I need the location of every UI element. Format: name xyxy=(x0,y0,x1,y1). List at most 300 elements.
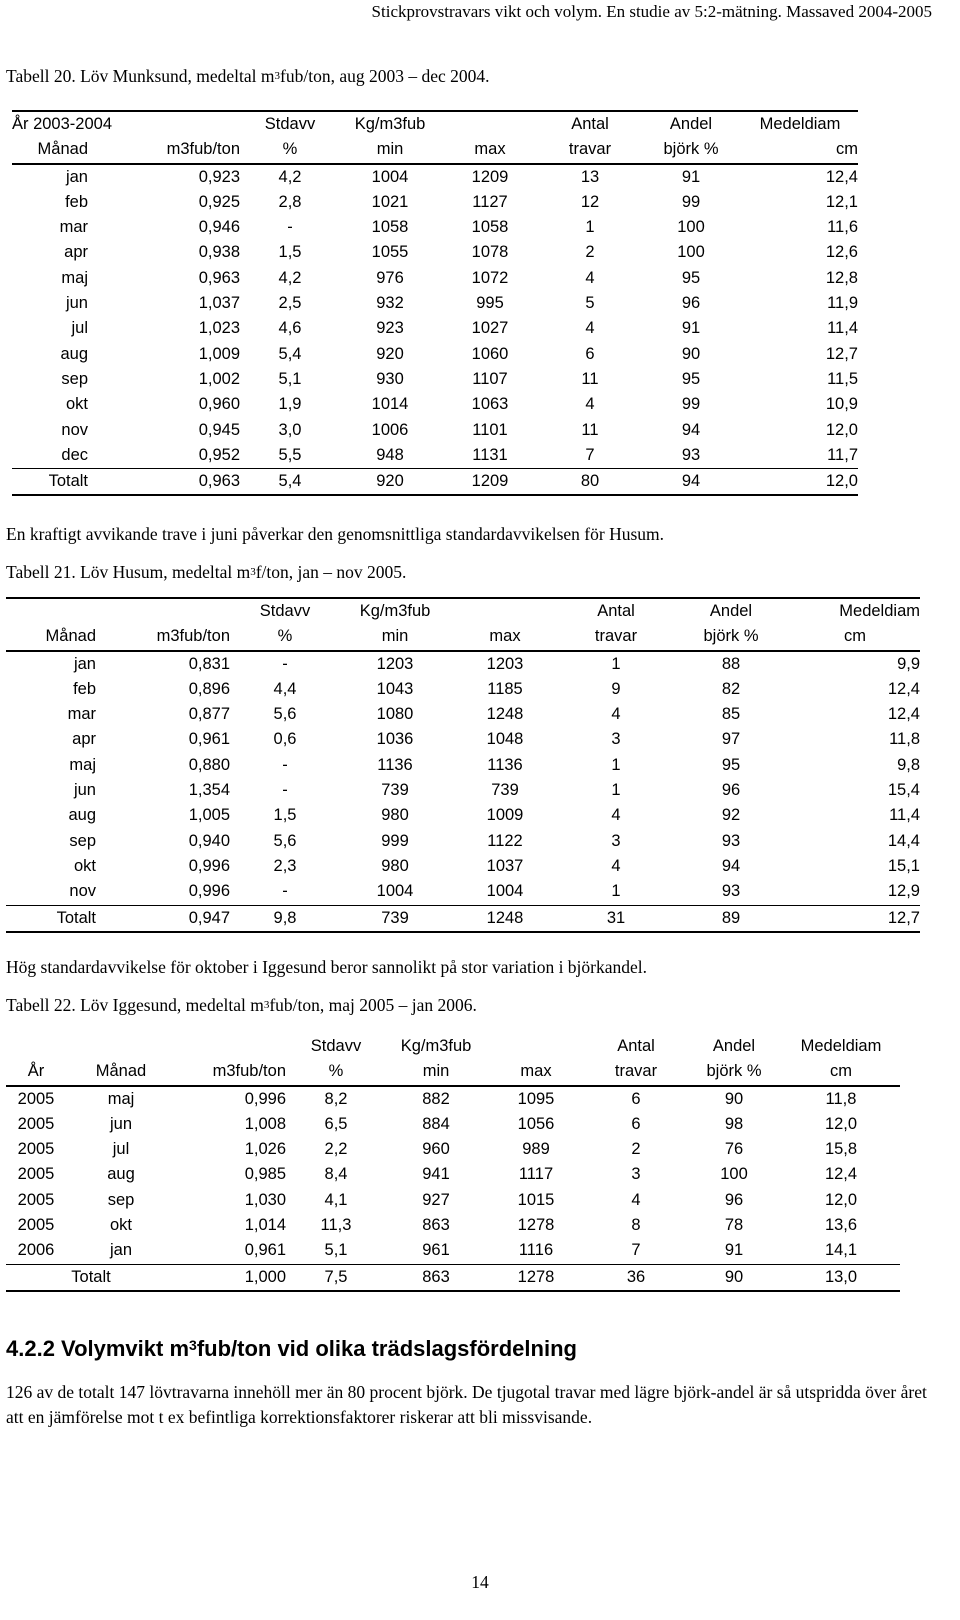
table-cell: 1095 xyxy=(517,1089,555,1108)
header-cell: % xyxy=(240,137,340,163)
table-row xyxy=(12,164,858,190)
table-cell: 11,6 xyxy=(827,218,858,237)
header-cell: Antal xyxy=(540,111,640,137)
total-cell: 0,947 xyxy=(96,905,230,932)
table-cell: 0,877 xyxy=(188,705,230,724)
header-cell: cm xyxy=(790,624,920,650)
header-cell: Andel xyxy=(640,111,742,137)
table-cell: 2,2 xyxy=(324,1140,348,1159)
table-cell: 6 xyxy=(585,344,595,363)
table-cell: 980 xyxy=(381,856,409,875)
table-cell: - xyxy=(282,882,288,901)
total-cell: Totalt xyxy=(12,469,88,496)
table-cell: 4 xyxy=(585,268,595,287)
table-cell: 12,8 xyxy=(825,268,858,287)
header-cell: travar xyxy=(586,1059,686,1085)
table-cell: 1 xyxy=(611,781,621,800)
table-cell: 3 xyxy=(631,1165,641,1184)
table-cell: 1063 xyxy=(471,395,509,414)
table-cell: 0,961 xyxy=(188,730,230,749)
table-cell: 97 xyxy=(721,730,741,749)
table-cell: 0,961 xyxy=(244,1241,286,1260)
table-row xyxy=(12,418,858,443)
table-cell: apr xyxy=(64,243,88,262)
table-cell: 1006 xyxy=(371,420,409,439)
table-cell: 1004 xyxy=(486,882,524,901)
table-row xyxy=(12,215,858,240)
table-row xyxy=(12,291,858,316)
table-cell: 1,005 xyxy=(188,806,230,825)
note-iggesund: Hög standardavvikelse för oktober i Iggesund beror sannolikt på stor variation i björkandel. xyxy=(6,957,648,977)
table-total-row xyxy=(6,1264,900,1291)
running-header: Stickprovstravars vikt och volym. En studie av 5:2-mätning. Massaved 2004-2005 xyxy=(371,2,932,21)
section-heading xyxy=(6,1336,577,1362)
header-cell xyxy=(176,1034,286,1059)
table-cell: 1,026 xyxy=(244,1140,286,1159)
table-cell: 8,4 xyxy=(324,1165,348,1184)
table-cell: 1014 xyxy=(371,395,409,414)
table-cell: 0,880 xyxy=(188,755,230,774)
table-cell: aug xyxy=(68,806,96,825)
total-cell: 94 xyxy=(640,469,742,496)
table-cell: - xyxy=(287,218,293,237)
caption-text: fub/ton, aug 2003 – dec 2004. xyxy=(280,66,490,86)
table-row xyxy=(6,1112,900,1137)
table-cell: 995 xyxy=(476,294,504,313)
table-cell: 1,354 xyxy=(188,781,230,800)
total-cell: Totalt xyxy=(6,905,96,932)
table-cell: 1136 xyxy=(487,755,523,774)
table-cell: 8 xyxy=(631,1216,641,1235)
table-cell: 11 xyxy=(581,369,599,388)
table-header-row xyxy=(6,624,920,650)
table-cell: feb xyxy=(65,192,88,211)
table-row xyxy=(12,443,858,469)
header-cell xyxy=(96,598,230,624)
header-cell xyxy=(6,598,96,624)
table-cell: 5,4 xyxy=(278,344,302,363)
table-cell: 0,940 xyxy=(188,831,230,850)
table-cell: sep xyxy=(107,1190,135,1209)
table-cell: 99 xyxy=(681,192,701,211)
total-cell: 89 xyxy=(672,905,790,932)
table-cell: 2005 xyxy=(17,1165,55,1184)
table-cell: 95 xyxy=(721,755,741,774)
table-cell: 91 xyxy=(681,167,701,186)
header-cell: Kg/m3fub xyxy=(340,598,450,624)
table-cell: 1136 xyxy=(377,755,413,774)
table-header-row xyxy=(12,111,858,137)
header-cell: Medeldiam xyxy=(742,111,858,137)
table-row xyxy=(6,727,920,752)
table-cell: 1009 xyxy=(486,806,524,825)
table-cell: 12,4 xyxy=(825,167,858,186)
table-cell: 1203 xyxy=(376,654,414,673)
table-total-row xyxy=(6,905,920,932)
table-cell: 10,9 xyxy=(825,395,858,414)
table20-caption xyxy=(6,66,490,87)
table-cell: 980 xyxy=(381,806,409,825)
total-cell: 863 xyxy=(386,1264,486,1291)
table-cell: jan xyxy=(65,167,88,186)
total-cell: 90 xyxy=(686,1264,782,1291)
table-cell: 1131 xyxy=(472,445,508,464)
table-cell: 5,1 xyxy=(278,369,302,388)
table-cell: 100 xyxy=(677,218,705,237)
table-cell: 1055 xyxy=(371,243,409,262)
table-cell: 11,9 xyxy=(827,294,858,313)
table-cell: 12,6 xyxy=(825,243,858,262)
table-cell: 1,008 xyxy=(244,1114,286,1133)
table-cell: 95 xyxy=(681,369,701,388)
table-cell: 93 xyxy=(681,445,701,464)
table-cell: 9,8 xyxy=(897,755,920,774)
table-cell: 1 xyxy=(611,882,621,901)
total-cell: 0,963 xyxy=(88,469,240,496)
table-cell: 1058 xyxy=(471,218,509,237)
table-cell: 11,5 xyxy=(827,369,858,388)
table-cell: 1060 xyxy=(471,344,509,363)
table-row xyxy=(12,190,858,215)
table-cell: 6,5 xyxy=(324,1114,348,1133)
table-cell: 90 xyxy=(681,344,701,363)
table-cell: 1209 xyxy=(471,167,509,186)
table-cell: 11,4 xyxy=(827,319,858,338)
total-cell: 1278 xyxy=(486,1264,586,1291)
table-cell: 930 xyxy=(376,369,404,388)
table-cell: sep xyxy=(61,369,88,388)
header-cell: Stdavv xyxy=(310,1037,362,1055)
table-cell: 4,4 xyxy=(273,679,297,698)
table-cell: 884 xyxy=(422,1114,450,1133)
table-cell: 93 xyxy=(721,882,741,901)
table-cell: 14,4 xyxy=(887,831,920,850)
table-cell: 8,2 xyxy=(324,1089,348,1108)
header-cell: travar xyxy=(540,137,640,163)
table-header-row xyxy=(6,1059,900,1085)
table-cell: 12,0 xyxy=(824,1114,858,1133)
table21-caption xyxy=(6,562,406,583)
header-cell xyxy=(440,111,540,137)
table-cell: 1203 xyxy=(486,654,524,673)
total-cell: 7,5 xyxy=(286,1264,386,1291)
table-cell: 1072 xyxy=(471,268,509,287)
table-cell: 1,002 xyxy=(198,369,240,388)
caption-text: Tabell 21. Löv Husum, medeltal m xyxy=(6,562,251,582)
table-cell: 960 xyxy=(422,1140,450,1159)
table-row xyxy=(6,854,920,879)
header-cell: m3fub/ton xyxy=(96,624,230,650)
table-cell: 0,925 xyxy=(198,192,240,211)
table-cell: 961 xyxy=(422,1241,450,1260)
table-cell: 7 xyxy=(585,445,595,464)
table-row xyxy=(6,702,920,727)
header-cell: Stdavv xyxy=(230,598,340,624)
header-cell xyxy=(6,1034,66,1059)
table-cell: 4 xyxy=(611,856,621,875)
table-cell: 11,8 xyxy=(889,730,920,749)
table-cell: 923 xyxy=(376,319,404,338)
table-cell: 15,4 xyxy=(887,781,920,800)
table-row xyxy=(6,1238,900,1264)
table-cell: 78 xyxy=(724,1216,744,1235)
total-cell: 920 xyxy=(340,469,440,496)
table-cell: 1,030 xyxy=(244,1190,286,1209)
table-cell: jun xyxy=(109,1114,133,1133)
caption-text: fub/ton, maj 2005 – jan 2006. xyxy=(269,995,477,1015)
table-cell: 13 xyxy=(580,167,600,186)
table-cell: 100 xyxy=(677,243,705,262)
header-cell xyxy=(450,598,560,624)
table-cell: 941 xyxy=(422,1165,450,1184)
total-cell: 12,0 xyxy=(742,469,858,496)
table-cell: 14,1 xyxy=(824,1241,858,1260)
table-row xyxy=(6,1137,900,1162)
table20 xyxy=(12,110,858,496)
table-cell: 4 xyxy=(585,395,595,414)
header-cell: % xyxy=(230,624,340,650)
table-cell: 999 xyxy=(381,831,409,850)
caption-text: Tabell 22. Löv Iggesund, medeltal m xyxy=(6,995,264,1015)
table-row xyxy=(12,392,858,417)
table-cell: 739 xyxy=(381,781,409,800)
table-row xyxy=(6,1086,900,1112)
table-cell: 0,996 xyxy=(188,882,230,901)
table-cell: 9 xyxy=(611,679,621,698)
table-header-row xyxy=(12,137,858,163)
table-row xyxy=(6,753,920,778)
table-cell: jul xyxy=(112,1140,130,1159)
table-cell: 1,009 xyxy=(198,344,240,363)
table-cell: aug xyxy=(60,344,88,363)
table-cell: - xyxy=(282,755,288,774)
table-cell: jun xyxy=(65,294,88,313)
table-cell: 12,4 xyxy=(887,679,920,698)
header-cell: min xyxy=(340,137,440,163)
table-cell: 11 xyxy=(581,420,599,439)
table-cell: 12,4 xyxy=(887,705,920,724)
caption-superscript: 3 xyxy=(263,999,270,1011)
heading-text: fub/ton vid olika trädslagsfördelning xyxy=(196,1336,577,1361)
table-row xyxy=(6,1188,900,1213)
table-cell: 11,8 xyxy=(825,1089,857,1108)
table-cell: 100 xyxy=(720,1165,748,1184)
table-cell: 1117 xyxy=(518,1165,554,1184)
table-cell: 2 xyxy=(631,1140,641,1159)
table-cell: 2005 xyxy=(17,1216,55,1235)
table-cell: 11,4 xyxy=(889,806,920,825)
header-cell: Månad xyxy=(6,624,96,650)
table-cell: 98 xyxy=(724,1114,744,1133)
header-cell: m3fub/ton xyxy=(88,137,240,163)
table-cell: mar xyxy=(59,218,88,237)
header-cell: Medeldiam xyxy=(800,1037,882,1055)
table-row xyxy=(12,266,858,291)
table-cell: 3 xyxy=(611,831,621,850)
table-cell: 2 xyxy=(585,243,595,262)
table-cell: 1101 xyxy=(472,420,508,439)
table-cell: 92 xyxy=(721,806,741,825)
table-cell: 1080 xyxy=(376,705,414,724)
table-row xyxy=(6,829,920,854)
table-row xyxy=(6,1162,900,1187)
table-cell: 1,023 xyxy=(198,319,240,338)
table-cell: 1056 xyxy=(517,1114,555,1133)
table-cell: 4 xyxy=(611,806,621,825)
header-cell: Månad xyxy=(66,1059,176,1085)
table-cell: 4,1 xyxy=(324,1190,348,1209)
table-cell: 4 xyxy=(611,705,621,724)
table-cell: 5,1 xyxy=(324,1241,348,1260)
table-cell: 4,2 xyxy=(278,167,302,186)
table-cell: aug xyxy=(107,1165,135,1184)
table-header-row xyxy=(6,1034,900,1059)
table-cell: 2005 xyxy=(17,1190,55,1209)
table-cell: sep xyxy=(69,831,96,850)
header-cell: Stdavv xyxy=(240,111,340,137)
table-cell: 0,896 xyxy=(188,679,230,698)
table-cell: 11,7 xyxy=(827,445,858,464)
caption-superscript: 3 xyxy=(274,70,281,82)
table-cell: 1,014 xyxy=(244,1216,286,1235)
table-cell: 0,831 xyxy=(188,654,230,673)
header-cell: Andel xyxy=(672,598,790,624)
table-cell: 5,5 xyxy=(278,445,302,464)
table-cell: 882 xyxy=(422,1089,450,1108)
table-row xyxy=(12,342,858,367)
total-cell: 9,8 xyxy=(230,905,340,932)
table-cell: nov xyxy=(69,882,96,901)
table-cell: 0,960 xyxy=(198,395,240,414)
table-cell: 739 xyxy=(491,781,519,800)
table-cell: 0,996 xyxy=(244,1089,286,1108)
table-cell: dec xyxy=(61,445,88,464)
header-cell: cm xyxy=(782,1059,900,1085)
table-cell: 1,9 xyxy=(278,395,302,414)
table-cell: 91 xyxy=(681,319,701,338)
table-cell: 976 xyxy=(376,268,404,287)
header-cell: År xyxy=(6,1059,66,1085)
total-cell: Totalt xyxy=(6,1264,176,1291)
caption-superscript: 3 xyxy=(250,566,256,578)
table-cell: 948 xyxy=(376,445,404,464)
table-cell: 1004 xyxy=(371,167,409,186)
table-cell: 2005 xyxy=(17,1114,55,1133)
table-cell: 863 xyxy=(422,1216,450,1235)
heading-superscript: 3 xyxy=(189,1337,197,1353)
table-cell: 920 xyxy=(376,344,404,363)
table-cell: 1,037 xyxy=(198,294,240,313)
table-cell: 12,7 xyxy=(825,344,858,363)
header-cell: cm xyxy=(742,137,858,163)
table-cell: 1248 xyxy=(486,705,524,724)
header-cell: Medeldiam xyxy=(790,598,920,624)
table-row xyxy=(6,1213,900,1238)
table-cell: 4,2 xyxy=(278,268,302,287)
section-paragraph: 126 av de totalt 147 lövtravarna innehöll mer än 80 procent björk. De tjugotal travar med lägre björk-andel är så utspridda över året att en jämförelse mot t ex befintliga korrektionsfaktorer riskerar att bli missvisande. xyxy=(6,1382,927,1427)
table-cell: 1021 xyxy=(371,192,409,211)
caption-text: Tabell 20. Löv Munksund, medeltal m xyxy=(6,66,275,86)
table-cell: 4,6 xyxy=(278,319,302,338)
table22-caption xyxy=(6,995,477,1016)
table-cell: 1058 xyxy=(371,218,409,237)
table-cell: 7 xyxy=(631,1241,641,1260)
table-cell: 1,5 xyxy=(273,806,297,825)
header-cell: % xyxy=(286,1059,386,1085)
table-cell: mar xyxy=(67,705,96,724)
table-cell: 0,985 xyxy=(244,1165,286,1184)
table-total-row xyxy=(12,469,858,496)
table-cell: 88 xyxy=(721,654,741,673)
table-cell: nov xyxy=(61,420,88,439)
table-cell: 1048 xyxy=(486,730,524,749)
table-row xyxy=(12,240,858,265)
table-cell: 0,938 xyxy=(198,243,240,262)
table-cell: 2005 xyxy=(17,1140,55,1159)
table-cell: 1127 xyxy=(472,192,508,211)
table-cell: jul xyxy=(71,319,88,338)
header-cell: max xyxy=(440,137,540,163)
table-cell: 3 xyxy=(611,730,621,749)
table-cell: 12,4 xyxy=(824,1165,858,1184)
total-cell: 31 xyxy=(560,905,672,932)
table-cell: 1037 xyxy=(486,856,524,875)
table-cell: 2,3 xyxy=(273,856,297,875)
total-cell: 5,4 xyxy=(240,469,340,496)
table-cell: 90 xyxy=(724,1089,744,1108)
table-cell: 15,1 xyxy=(887,856,920,875)
table-cell: 1,5 xyxy=(278,243,302,262)
header-cell xyxy=(486,1034,586,1059)
table-cell: 0,945 xyxy=(198,420,240,439)
table-row xyxy=(6,651,920,677)
table-cell: 85 xyxy=(721,705,741,724)
table-row xyxy=(6,778,920,803)
table-cell: 96 xyxy=(724,1190,744,1209)
table-cell: 5,6 xyxy=(273,831,297,850)
table-cell: 1107 xyxy=(472,369,508,388)
table-cell: 94 xyxy=(721,856,741,875)
table-cell: 11,3 xyxy=(320,1216,352,1235)
table-cell: 5,6 xyxy=(273,705,297,724)
header-cell: max xyxy=(486,1059,586,1085)
table-cell: 15,8 xyxy=(824,1140,858,1159)
table-cell: okt xyxy=(109,1216,132,1235)
table-cell: 0,963 xyxy=(198,268,240,287)
table-cell: 1004 xyxy=(376,882,414,901)
table-cell: maj xyxy=(107,1089,135,1108)
table-cell: 1 xyxy=(585,218,595,237)
table-row xyxy=(6,803,920,828)
header-cell: travar xyxy=(560,624,672,650)
table-cell: 1116 xyxy=(518,1241,554,1260)
header-cell: max xyxy=(450,624,560,650)
table-cell: 4 xyxy=(585,319,595,338)
table-cell: maj xyxy=(69,755,96,774)
table22 xyxy=(6,1034,900,1292)
table-cell: 9,9 xyxy=(897,654,920,673)
total-cell: 1,000 xyxy=(176,1264,286,1291)
total-cell: 13,0 xyxy=(782,1264,900,1291)
table-cell: 12,1 xyxy=(825,192,858,211)
page-number: 14 xyxy=(471,1572,489,1592)
table-cell: 93 xyxy=(721,831,741,850)
header-cell: Kg/m3fub xyxy=(400,1037,472,1055)
total-cell: 739 xyxy=(340,905,450,932)
table-cell: 6 xyxy=(631,1089,641,1108)
total-cell: 36 xyxy=(586,1264,686,1291)
header-cell: min xyxy=(386,1059,486,1085)
